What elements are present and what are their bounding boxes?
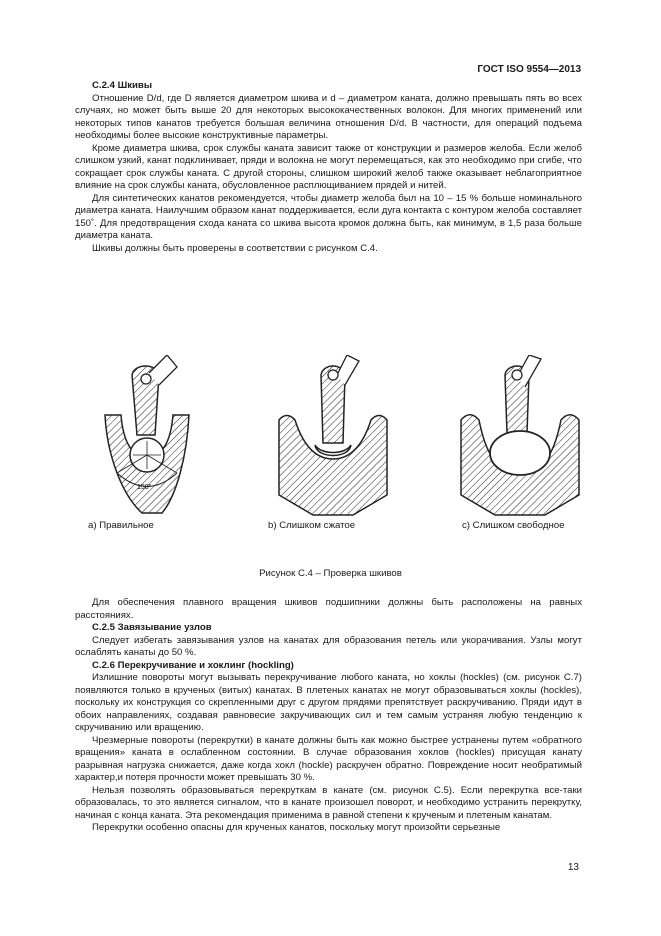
- figure-title: Рисунок С.4 – Проверка шкивов: [259, 568, 402, 579]
- paragraph: Чрезмерные повороты (перекрутки) в канате должны быть как можно быстрее устранены путем «обратного вращения» каната в ослабленном состоянии. В случае образования хоклов (hockles) присущая канату разрывная нагрузка снижается, даже когда хокл (hockle) раскручен обратно. Повреждение носит необратимый характер,и потеря прочности может превышать 30 %.: [75, 734, 582, 783]
- paragraph: Перекрутки особенно опасны для крученых канатов, поскольку могут произойти серьезные: [92, 822, 501, 833]
- paragraph: Для синтетических канатов рекомендуется, чтобы диаметр желоба был на 10 – 15 % больше номинального диаметра каната. Наилучшим образом канат поддерживается, если дуга контакта с контуром желоба составляет 150˚. Для предотвращения схода каната со шкива высота кромок должна быть, как минимум, в 1,5 раза больше диаметра каната.: [75, 192, 582, 241]
- section-title: С.2.5 Завязывание узлов: [92, 622, 212, 633]
- lower-text: [75, 597, 582, 835]
- paragraph: Шкивы должны быть проверены в соответствии с рисунком С.4.: [92, 242, 378, 254]
- section-c24: [75, 80, 582, 255]
- section-title: С.2.4 Шкивы: [92, 80, 153, 91]
- angle-label: 150°: [137, 484, 152, 491]
- paragraph: Кроме диаметра шкива, срок службы каната зависит также от конструкции и размеров желоба. Если желоб слишком узкий, канат подклинивает, пряди и волокна не могут перемещаться, как это необходимо при сгибе, что сокращает срок службы каната. С другой стороны, слишком широкий желоб также оказывает неблагоприятное влияние на срок службы каната, обусловленное расплющиванием прядей и нитей.: [75, 142, 582, 191]
- sheave-correct-drawing: [87, 355, 207, 520]
- paragraph: Излишние повороты могут вызывать перекручивание любого каната, но хоклы (hockles) (см. рисунок С.7) появляются только в крученых (витых) канатах. В плетеных канатах не могут образовываться хоклы (hockles), поскольку их конструкция со скрепленными друг с другом прядями препятствует раскручиванию. Пряди идут в обоих направлениях, создавая равновесие закручивающих сил и тем самым устраняя любую тенденцию к скручиванию или вращению.: [75, 672, 582, 733]
- caption-a: а) Правильное: [88, 520, 154, 531]
- standard-number: ГОСТ ISO 9554—2013: [477, 64, 581, 75]
- sheave-too-tight-drawing: [273, 355, 393, 520]
- section-title: С.2.6 Перекручивание и хоклинг (hockling): [92, 659, 294, 671]
- paragraph: Отношение D/d, где D является диаметром шкива и d – диаметром каната, должно превышать пять во всех случаях, но может быть выше 20 для некоторых высококачественных волокон. Для многих применений или некоторых типов канатов требуется большая величина отношения D/d. В частности, для операций подъема необходимы более высокие конструктивные параметры.: [75, 92, 582, 141]
- figure-c4: [75, 355, 595, 525]
- caption-c: с) Слишком свободное: [462, 520, 565, 531]
- sheave-too-loose-drawing: [455, 355, 585, 520]
- paragraph: Следует избегать завязывания узлов на канатах для образования петель или укорачивания. Узлы могут ослаблять канаты до 50 %.: [75, 634, 582, 658]
- caption-b: b) Слишком сжатое: [268, 520, 356, 531]
- paragraph: Для обеспечения плавного вращения шкивов подшипники должны быть расположены на равных расстояниях.: [75, 597, 582, 621]
- page-number: 13: [567, 862, 579, 873]
- paragraph: Нельзя позволять образовываться перекруткам в канате (см. рисунок С.5). Если перекрутка все-таки образовалась, то это является сигналом, что в канате произошел поворот, и необходимо устранить перекрутку, начиная с конца каната. Эта рекомендация применима в равной степени к крученым и плетеным канатам.: [75, 784, 582, 821]
